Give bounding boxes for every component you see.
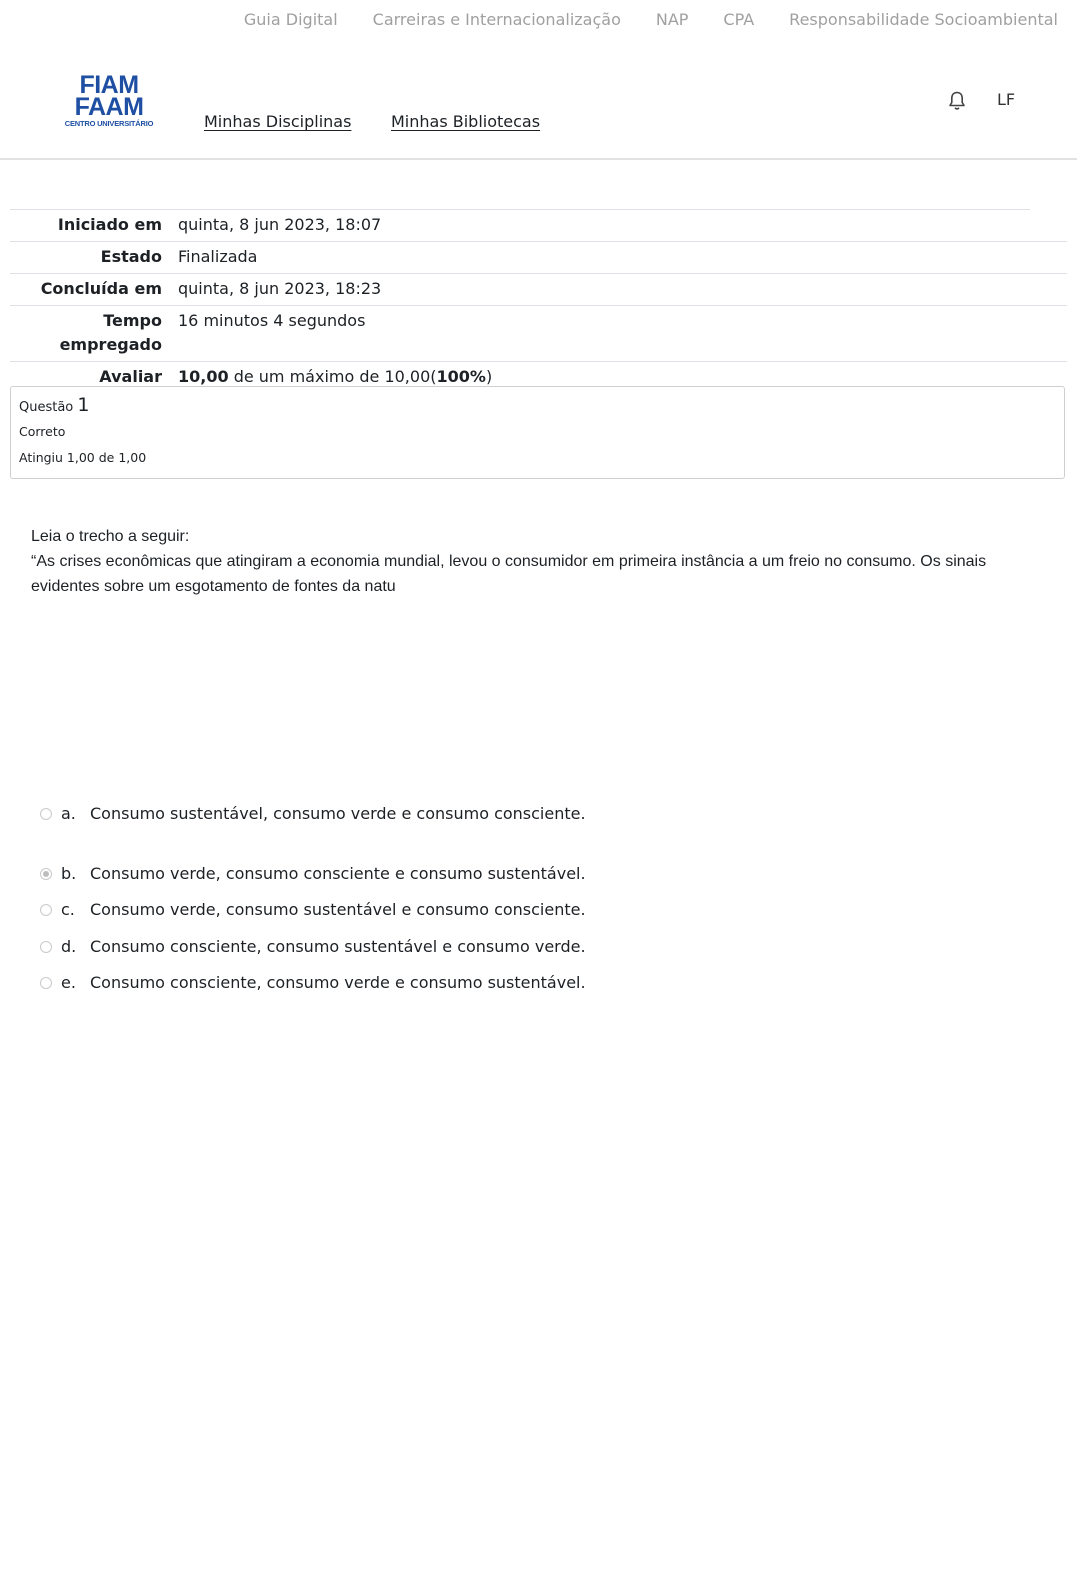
answer-letter: c. (61, 900, 75, 919)
question-info-box (10, 386, 1065, 479)
header-divider (0, 158, 1077, 160)
started-value: quinta, 8 jun 2023, 18:07 (178, 215, 382, 234)
answer-option-b[interactable] (40, 864, 586, 883)
radio-c[interactable] (40, 904, 52, 916)
radio-d[interactable] (40, 941, 52, 953)
link-cpa[interactable]: CPA (723, 10, 755, 29)
question-text-line-1: Leia o trecho a seguir: (31, 528, 190, 545)
question-mark: Atingiu 1,00 de 1,00 (19, 450, 147, 465)
radio-e[interactable] (40, 977, 52, 989)
attempt-summary-table (10, 209, 1067, 393)
answer-letter: e. (61, 973, 76, 992)
logo-line-1: FIAM (79, 71, 139, 99)
question-title-label: Questão (19, 400, 74, 415)
answer-option-d[interactable] (40, 937, 586, 956)
question-title (19, 394, 1056, 416)
radio-b[interactable] (40, 868, 52, 880)
link-guia-digital[interactable]: Guia Digital (243, 10, 338, 29)
summary-row-time (10, 305, 1067, 361)
completed-value: quinta, 8 jun 2023, 18:23 (178, 279, 382, 298)
summary-row-started (10, 209, 1030, 241)
time-value: 16 minutos 4 segundos (178, 311, 366, 330)
nav-minhas-disciplinas[interactable]: Minhas Disciplinas (204, 112, 352, 131)
question-text (31, 524, 1041, 599)
nav-minhas-bibliotecas[interactable]: Minhas Bibliotecas (391, 112, 541, 131)
answer-option-a[interactable] (40, 804, 586, 823)
user-initials-avatar[interactable]: LF (997, 90, 1016, 109)
answer-option-c[interactable] (40, 900, 586, 919)
logo-line-3: CENTRO UNIVERSITÁRIO (64, 119, 154, 128)
grade-percent: 100% (436, 367, 486, 386)
answer-letter: b. (61, 864, 77, 883)
state-label: Estado (100, 247, 162, 266)
answer-text: Consumo verde, consumo sustentável e consumo consciente. (90, 900, 586, 919)
summary-row-completed (10, 273, 1067, 305)
time-label (10, 309, 178, 357)
answer-text: Consumo consciente, consumo verde e consumo sustentável. (90, 973, 586, 992)
state-value: Finalizada (178, 247, 258, 266)
time-label-line-2: empregado (59, 335, 162, 354)
link-responsabilidade[interactable]: Responsabilidade Socioambiental (789, 10, 1058, 29)
grade-score: 10,00 (178, 367, 229, 386)
question-number: 1 (77, 394, 90, 416)
logo-line-2: FAAM (74, 93, 144, 121)
summary-row-state (10, 241, 1067, 273)
bell-icon[interactable] (947, 90, 967, 112)
top-links (209, 10, 1058, 29)
grade-max-text: de um máximo de 10,00( (228, 367, 437, 386)
answer-letter: a. (61, 804, 76, 823)
question-status: Correto (19, 424, 66, 439)
completed-label: Concluída em (40, 279, 162, 298)
site-logo[interactable] (64, 71, 154, 128)
grade-label: Avaliar (99, 367, 162, 386)
answer-text: Consumo sustentável, consumo verde e consumo consciente. (90, 804, 586, 823)
answer-option-e[interactable] (40, 973, 586, 992)
answer-text: Consumo verde, consumo consciente e consumo sustentável. (90, 864, 586, 883)
link-carreiras[interactable]: Carreiras e Internacionalização (372, 10, 621, 29)
radio-a[interactable] (40, 808, 52, 820)
started-label: Iniciado em (57, 215, 162, 234)
grade-close-paren: ) (485, 367, 493, 386)
question-text-line-2: “As crises econômicas que atingiram a economia mundial, levou o consumidor em primeira instância a um freio no consumo. Os sinais evidentes sobre um esgotamento de fontes da natu (31, 553, 987, 595)
answer-letter: d. (61, 937, 77, 956)
answer-text: Consumo consciente, consumo sustentável e consumo verde. (90, 937, 586, 956)
time-label-line-1: Tempo (103, 311, 162, 330)
link-nap[interactable]: NAP (655, 10, 689, 29)
